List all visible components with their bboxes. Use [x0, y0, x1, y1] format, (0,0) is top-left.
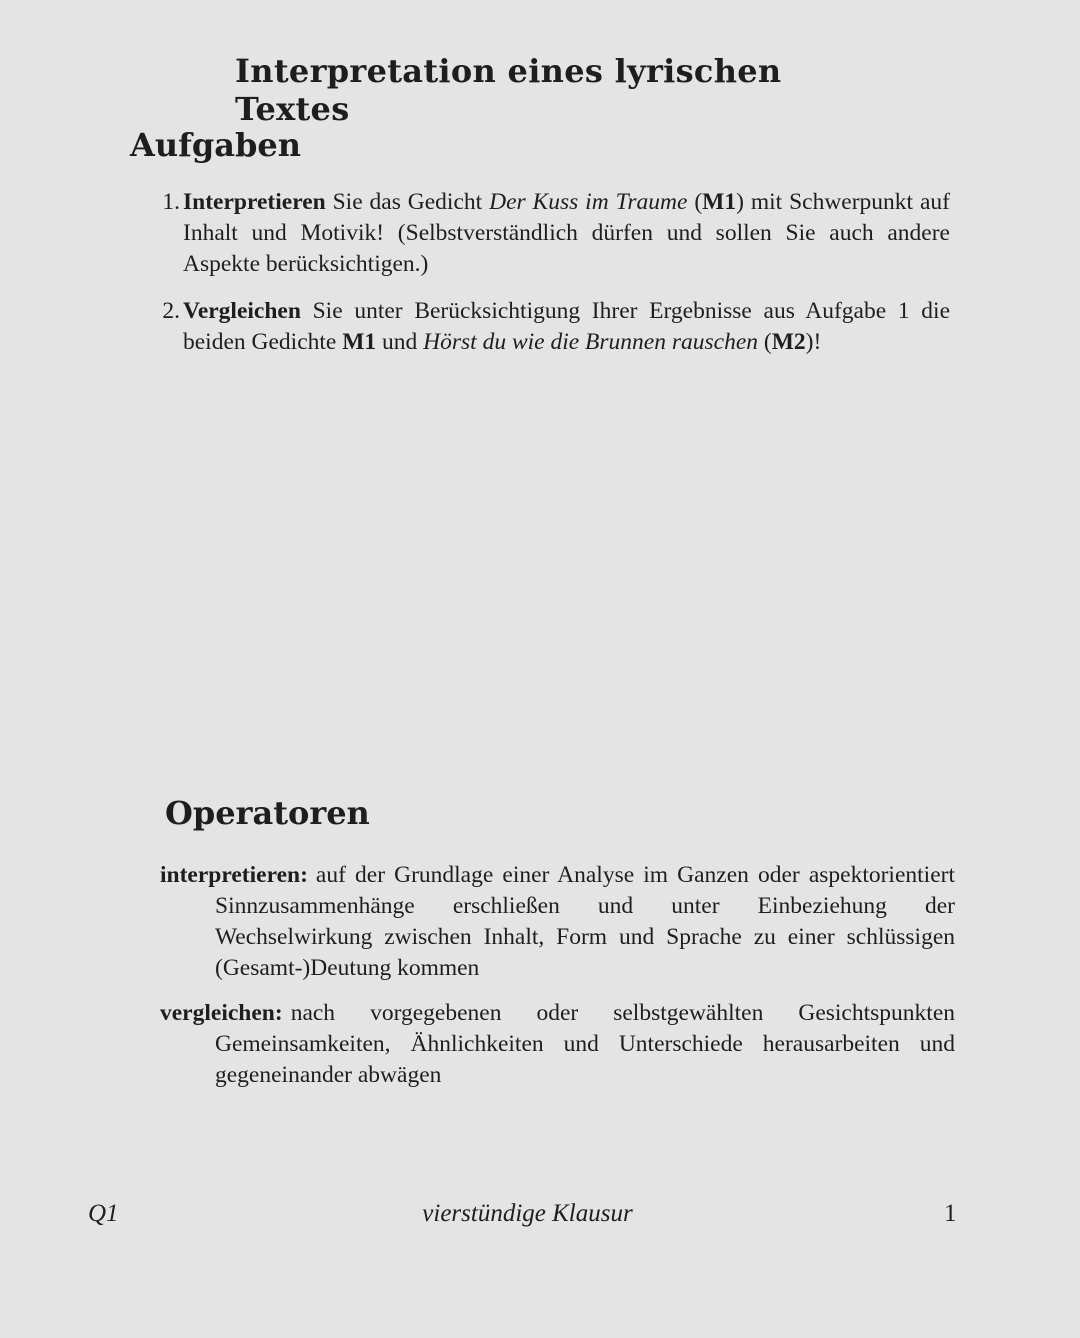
task-number: 2. — [162, 298, 180, 324]
aufgaben-heading: Aufgaben — [130, 126, 301, 164]
task-operator: Interpretieren — [183, 189, 326, 215]
material-ref: M1 — [702, 189, 737, 215]
operator-definition — [160, 860, 955, 984]
task-item — [150, 187, 950, 280]
task-item — [150, 296, 950, 358]
operator-term: interpretieren: — [160, 862, 308, 888]
operatoren-heading: Operatoren — [165, 794, 370, 832]
task-text: Interpretieren Sie das Gedicht Der Kuss im Traume (M1) mit Schwerpunkt auf Inhalt und Motivik! (Selbstverständlich dürfen und sollen Sie auch andere Aspekte berücksichtigen.) — [183, 189, 950, 277]
page-number: 1 — [944, 1200, 957, 1227]
poem-title: Hörst du wie die Brunnen rauschen — [423, 329, 758, 355]
course-label: Q1 — [88, 1200, 119, 1227]
exam-type: vierstündige Klausur — [422, 1200, 633, 1227]
operator-definition — [160, 998, 955, 1091]
document-title: Interpretation eines lyrischen Textes — [235, 52, 782, 128]
poem-title: Der Kuss im Traume — [489, 189, 688, 215]
material-ref: M2 — [771, 329, 806, 355]
operator-term: vergleichen: — [160, 1000, 283, 1026]
task-number: 1. — [162, 189, 180, 215]
operator-definition-text: nach vorgegebenen oder selbstgewählten Gesichtspunkten Gemeinsamkeiten, Ähnlichkeiten und Unterschiede herausarbeiten und gegeneinander abwägen — [215, 1000, 955, 1088]
task-operator: Vergleichen — [183, 298, 301, 324]
task-text: Vergleichen Sie unter Berücksichtigung Ihrer Ergebnisse aus Aufgabe 1 die beiden Gedichte M1 und Hörst du wie die Brunnen rauschen (M2)! — [183, 298, 950, 355]
material-ref: M1 — [342, 329, 377, 355]
operator-definition-text: auf der Grundlage einer Analyse im Ganzen oder aspektorientiert Sinnzusammenhänge erschließen und unter Einbeziehung der Wechselwirkung zwischen Inhalt, Form und Sprache zu einer schlüssigen (Gesamt-)Deutung kommen — [215, 862, 955, 981]
